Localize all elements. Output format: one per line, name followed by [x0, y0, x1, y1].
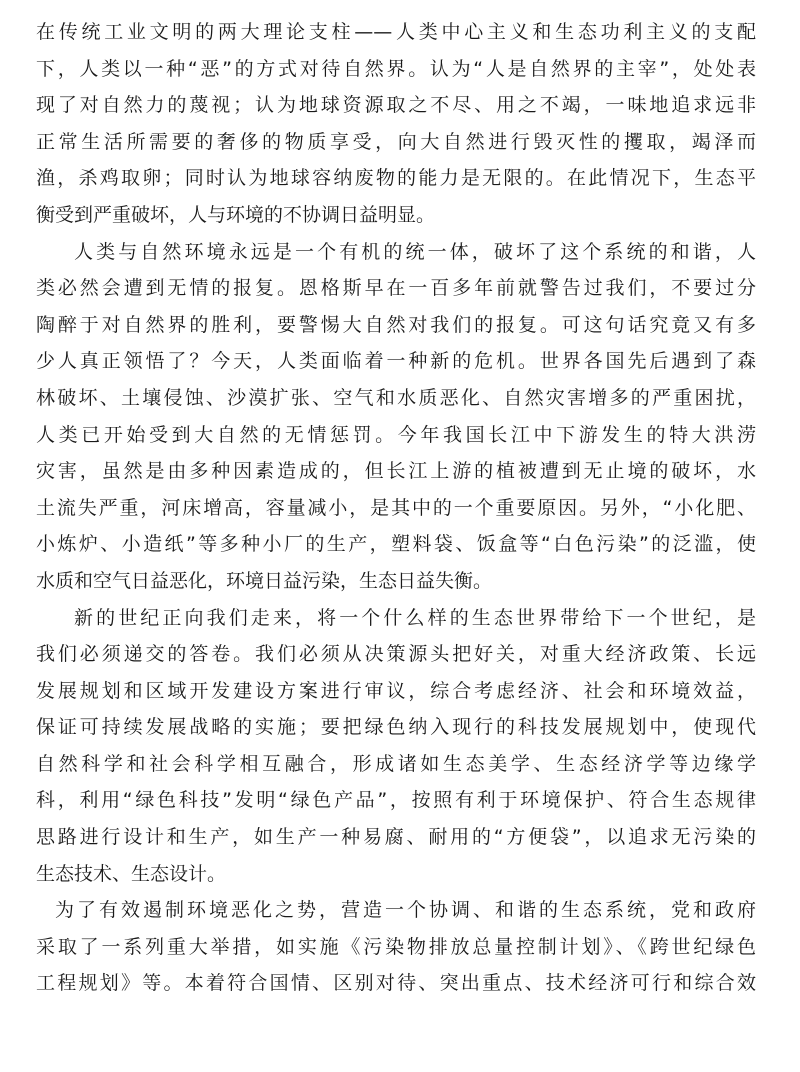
text-line: 类必然会遭到无情的报复。恩格斯早在一百多年前就警告过我们，不要过分: [36, 277, 756, 300]
text-line: 下，人类以一种“恶”的方式对待自然界。认为“人是自然界的主宰”，处处表: [36, 57, 756, 80]
text-line: 在传统工业文明的两大理论支柱——人类中心主义和生态功利主义的支配: [36, 21, 756, 43]
text-line: 土流失严重，河床增高，容量减小，是其中的一个重要原因。另外，“小化肥、: [36, 496, 756, 519]
text-line: 采取了一系列重大举措，如实施《污染物排放总量控制计划》、《跨世纪绿色: [36, 935, 756, 958]
text-line: 科，利用“绿色科技”发明“绿色产品”，按照有利于环境保护、符合生态规律: [36, 789, 756, 812]
paragraph-1: [36, 14, 756, 234]
text-line: 人类已开始受到大自然的无情惩罚。今年我国长江中下游发生的特大洪涝: [36, 423, 756, 446]
text-line: 保证可持续发展战略的实施；要把绿色纳入现行的科技发展规划中，使现代: [36, 716, 756, 739]
document-page: [36, 14, 756, 1002]
text-line: 现了对自然力的蔑视；认为地球资源取之不尽、用之不竭，一味地追求远非: [36, 94, 756, 117]
text-line: 渔，杀鸡取卵；同时认为地球容纳废物的能力是无限的。在此情况下，生态平: [36, 167, 756, 190]
text-line: 我们必须递交的答卷。我们必须从决策源头把好关，对重大经济政策、长远: [36, 643, 756, 666]
text-line: 新的世纪正向我们走来，将一个什么样的生态世界带给下一个世纪，是: [74, 606, 756, 629]
text-line: 工程规划》等。本着符合国情、区别对待、突出重点、技术经济可行和综合效: [36, 972, 756, 995]
text-line: 衡受到严重破坏，人与环境的不协调日益明显。: [36, 203, 436, 226]
text-line: 正常生活所需要的奢侈的物质享受，向大自然进行毁灭性的攫取，竭泽而: [36, 130, 756, 153]
text-line: 生态技术、生态设计。: [36, 862, 227, 885]
text-line: 陶醉于对自然界的胜利，要警惕大自然对我们的报复。可这句话究竟又有多: [36, 313, 756, 336]
paragraph-2: [36, 234, 756, 600]
paragraph-4: [36, 892, 756, 1002]
text-line: 为了有效遏制环境恶化之势，营造一个协调、和谐的生态系统，党和政府: [55, 899, 756, 922]
text-line: 发展规划和区域开发建设方案进行审议，综合考虑经济、社会和环境效益，: [36, 679, 756, 702]
text-line: 人类与自然环境永远是一个有机的统一体，破坏了这个系统的和谐，人: [74, 240, 756, 263]
text-line: 灾害，虽然是由多种因素造成的，但长江上游的植被遭到无止境的破坏，水: [36, 460, 756, 483]
text-line: 小炼炉、小造纸”等多种小厂的生产，塑料袋、饭盒等“白色污染”的泛滥，使: [36, 533, 756, 556]
text-line: 林破坏、土壤侵蚀、沙漠扩张、空气和水质恶化、自然灾害增多的严重困扰，: [36, 386, 756, 409]
text-line: 水质和空气日益恶化，环境日益污染，生态日益失衡。: [36, 569, 493, 592]
text-line: 自然科学和社会科学相互融合，形成诸如生态美学、生态经济学等边缘学: [36, 752, 756, 775]
text-line: 少人真正领悟了？今天，人类面临着一种新的危机。世界各国先后遇到了森: [36, 350, 756, 373]
paragraph-3: [36, 600, 756, 893]
text-line: 思路进行设计和生产，如生产一种易腐、耐用的“方便袋”，以追求无污染的: [36, 826, 756, 849]
